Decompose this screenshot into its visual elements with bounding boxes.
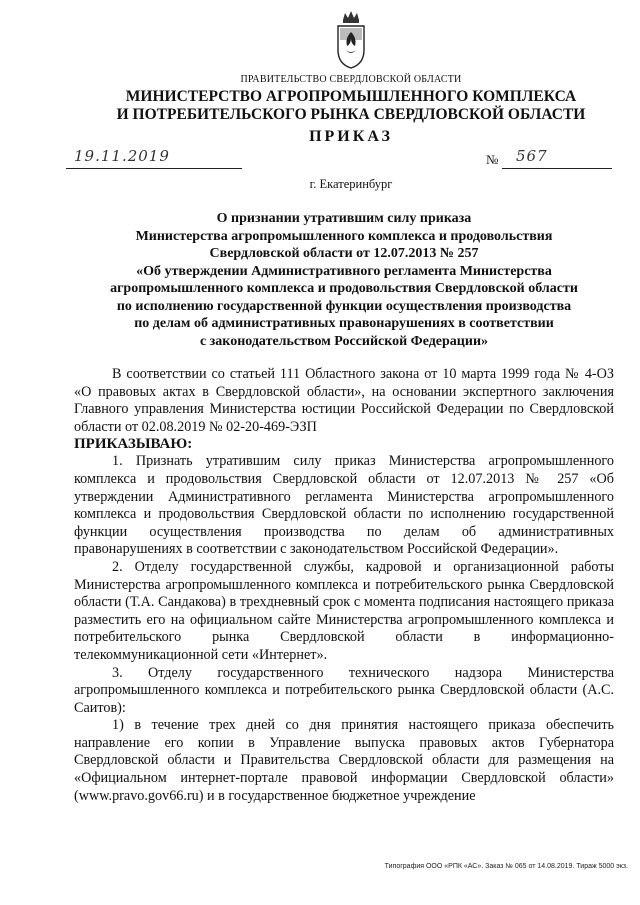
- title-line: Министерства агропромышленного комплекса и продовольствия: [135, 228, 553, 244]
- order-date-handwritten: 19.11.2019: [74, 147, 170, 165]
- order-heading: ПРИКАЗ: [309, 128, 393, 145]
- ministry-line-2: И ПОТРЕБИТЕЛЬСКОГО РЫНКА СВЕРДЛОВСКОЙ ОБЛАСТИ: [116, 106, 586, 123]
- order-item-1: 1. Признать утратившим силу приказ Министерства агропромышленного комплекса и продовольствия Свердловской области от 12.07.2013 № 257 «Об утверждении Административного регламента Министерства агропромышленного комплекса и продовольствия Свердловской области по исполнению государственной функции осуществления производства по делам об административных правонарушениях в соответствии с законодательством Российской Федерации».: [74, 453, 614, 558]
- title-line: Свердловской области от 12.07.2013 № 257: [209, 246, 479, 261]
- title-line: О признании утратившим силу приказа: [216, 211, 472, 226]
- title-line: с законодательством Российской Федерации»: [199, 333, 489, 349]
- intro-paragraph: В соответствии со статьей 111 Областного закона от 10 марта 1999 года № 4-ОЗ «О правовых актах в Свердловской области», на основании экспертного заключения Главного управления Министерства юстиции Российской Федерации по Свердловской области от 02.08.2019 № 02-20-469-ЭЗП: [74, 366, 614, 435]
- order-number-handwritten: 567: [516, 147, 548, 165]
- order-item-3-1: 1) в течение трех дней со дня принятия настоящего приказа обеспечить направление его копии в Управление выпуска правовых актов Губернатора Свердловской области и Правительства Свердловской области для размещения на «Официальном интернет-портале правовой информации Свердловской области» (www.pravo.gov66.ru) и в государственное бюджетное учреждение: [74, 717, 614, 804]
- order-directive: ПРИКАЗЫВАЮ:: [74, 436, 193, 453]
- order-date-field: [66, 147, 242, 169]
- print-info-footer: Типография ООО «РПК «АС». Заказ № 065 от 14.08.2019. Тираж 5000 экз.: [384, 863, 628, 870]
- government-name: ПРАВИТЕЛЬСТВО СВЕРДЛОВСКОЙ ОБЛАСТИ: [240, 74, 462, 85]
- title-line: агропромышленного комплекса и продовольствия Свердловской области: [110, 281, 578, 296]
- order-title: [70, 210, 618, 350]
- city: г. Екатеринбург: [309, 177, 393, 191]
- order-number-label: №: [486, 152, 499, 167]
- order-number-field: [502, 147, 612, 169]
- order-body: [74, 366, 614, 805]
- ministry-name: [0, 88, 640, 124]
- coat-of-arms-icon: [334, 10, 368, 70]
- order-item-2: 2. Отделу государственной службы, кадровой и организационной работы Министерства агропромышленного комплекса и потребительского рынка Свердловской области (Т.А. Сандакова) в трехдневный срок с момента подписания настоящего приказа разместить его на официальном сайте Министерства агропромышленного комплекса и потребительского рынка Свердловской области в информационно-телекоммуникационной сети «Интернет».: [74, 558, 614, 663]
- title-line: «Об утверждении Административного регламента Министерства: [136, 263, 552, 279]
- order-item-3: 3. Отделу государственного технического надзора Министерства агропромышленного комплекса и потребительского рынка Свердловской области (А.С. Саитов):: [74, 664, 614, 716]
- title-line: по делам об административных правонарушениях в соответствии: [134, 316, 554, 331]
- ministry-line-1: МИНИСТЕРСТВО АГРОПРОМЫШЛЕННОГО КОМПЛЕКСА: [125, 88, 577, 105]
- title-line: по исполнению государственной функции осуществления производства: [116, 298, 572, 314]
